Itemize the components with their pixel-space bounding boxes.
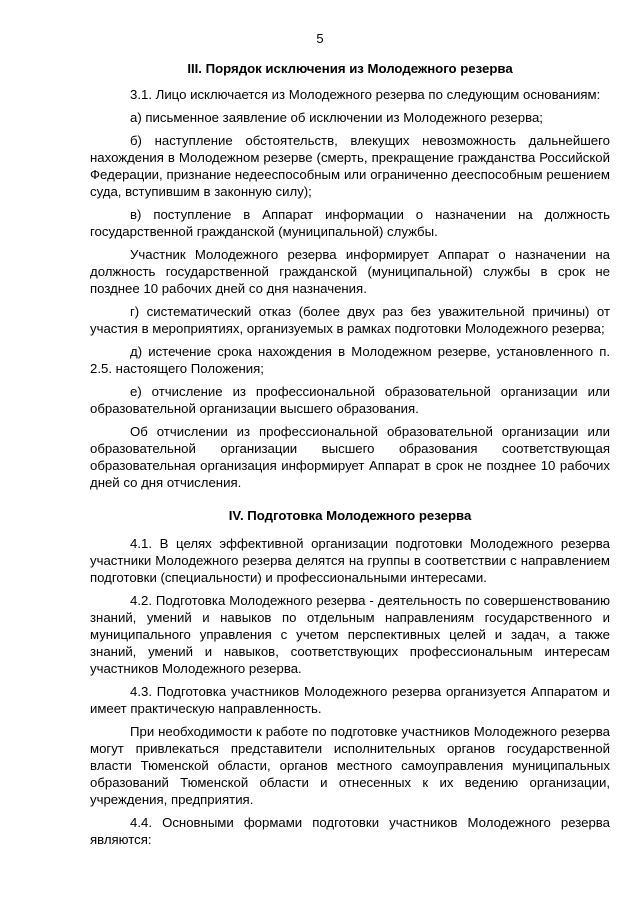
paragraph: а) письменное заявление об исключении из Молодежного резерва; [130,110,543,125]
paragraph: При необходимости к работе по подготовке участников Молодежного резерва могут привлекаться представители исполнительных органов государственной власти Тюменской области, органов местного самоуправления муниципальных образований Тюменской области и отнесенных к их ведению организации, учреждения, предприятия. [90,724,610,807]
paragraph: б) наступление обстоятельств, влекущих невозможность дальнейшего нахождения в Молодежном резерве (смерть, прекращение гражданства Российской Федерации, признание недееспособным или ограниченно дееспособным решением суда, вступившим в законную силу); [90,133,610,199]
paragraph: 4.1. В целях эффективной организации подготовки Молодежного резерва участники Молодежного резерва делятся на группы в соответствии с направлением подготовки (специальности) и профессиональными интересами. [90,536,610,585]
paragraph: Участник Молодежного резерва информирует Аппарат о назначении на должность государственной гражданской (муниципальной) службы в срок не позднее 10 рабочих дней со дня назначения. [90,247,610,296]
page-number: 5 [316,31,324,46]
paragraph: Об отчислении из профессиональной образовательной организации или образовательной организации высшего образования соответствующая образовательная организация информирует Аппарат в срок не позднее 10 рабочих дней со дня отчисления. [90,424,610,490]
section-3-title: III. Порядок исключения из Молодежного резерва [187,61,513,76]
paragraph: в) поступление в Аппарат информации о назначении на должность государственной гражданской (муниципальной) службы. [90,207,610,239]
paragraph: 4.3. Подготовка участников Молодежного резерва организуется Аппаратом и имеет практическую направленность. [90,684,610,716]
paragraph: 4.4. Основными формами подготовки участников Молодежного резерва являются: [90,815,610,847]
paragraph: г) систематический отказ (более двух раз без уважительной причины) от участия в мероприятиях, организуемых в рамках подготовки Молодежного резерва; [90,304,610,336]
paragraph: е) отчисление из профессиональной образовательной организации или образовательной организации высшего образования. [90,384,610,416]
paragraph: д) истечение срока нахождения в Молодежном резерве, установленного п. 2.5. настоящего Положения; [90,344,610,376]
paragraph: 3.1. Лицо исключается из Молодежного резерва по следующим основаниям: [130,87,601,102]
section-4-title: IV. Подготовка Молодежного резерва [228,508,472,523]
document-content [90,60,610,854]
paragraph: 4.2. Подготовка Молодежного резерва - деятельность по совершенствованию знаний, умений и навыков по отдельным направлениям государственного и муниципального управления с учетом перспективных целей и задач, а также знаний, умений и навыков, соответствующих профессиональным интересам участников Молодежного резерва. [90,593,610,676]
